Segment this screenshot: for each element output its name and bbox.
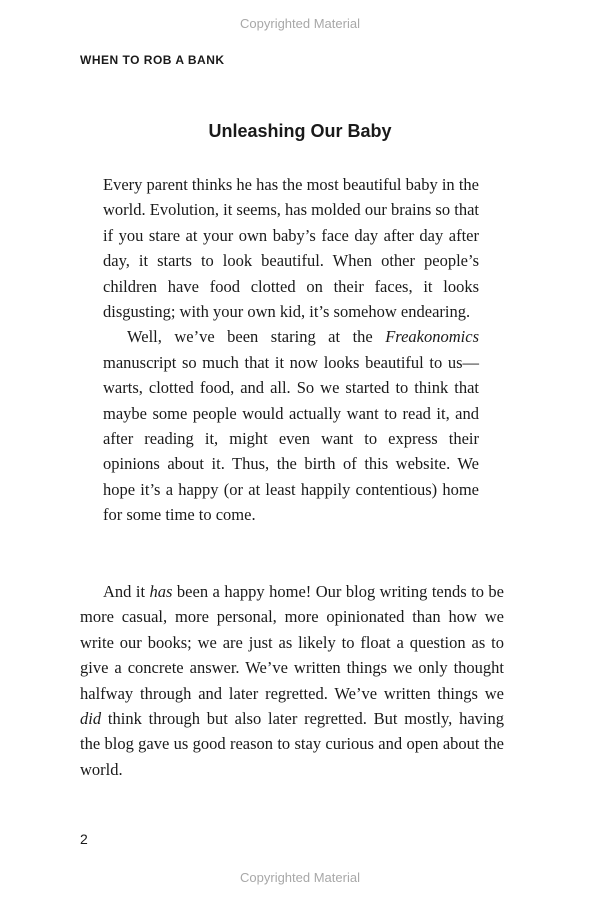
body-part-1: And it <box>103 582 150 601</box>
body-part-3: think through but also later regretted. But mostly, having the blog gave us good reason to stay curious and open about the world. <box>80 709 504 779</box>
quote-p2-after: manuscript so much that it now looks beautiful to us—warts, clotted food, and all. So we started to think that maybe some people would actually want to read it, and after reading it, might even want to express their opinions about it. Thus, the birth of this website. We hope it’s a happy (or at least happily contentious) home for some time to come. <box>103 352 479 525</box>
quote-paragraph-2 <box>103 324 479 527</box>
body-text <box>80 579 504 782</box>
quote-paragraph-1: Every parent thinks he has the most beautiful baby in the world. Evolution, it seems, has molded our brains so that if you stare at your own baby’s face day after day after day, it starts to look beautiful. When other people’s children have food clotted on their faces, it looks disgusting; with your own kid, it’s somehow endearing. <box>103 175 479 322</box>
body-italic-2: did <box>80 709 102 729</box>
body-italic-1: has <box>149 582 173 601</box>
block-quote <box>103 172 479 528</box>
watermark-top: Copyrighted Material <box>240 16 360 31</box>
body-paragraph <box>80 579 504 782</box>
running-head: WHEN TO ROB A BANK <box>80 53 225 67</box>
quote-p2-italic: Freakonomics <box>385 327 479 347</box>
section-title: Unleashing Our Baby <box>208 121 392 141</box>
page-number: 2 <box>80 831 88 847</box>
watermark-bottom: Copyrighted Material <box>240 870 360 885</box>
quote-p2-before: Well, we’ve been staring at the <box>127 327 386 347</box>
body-part-2: been a happy home! Our blog writing tends to be more casual, more personal, more opinionated than how we write our books; we are just as likely to float a question as to give a concrete answer. We’ve written things we only thought halfway through and later regretted. We’ve written things we <box>80 582 504 703</box>
